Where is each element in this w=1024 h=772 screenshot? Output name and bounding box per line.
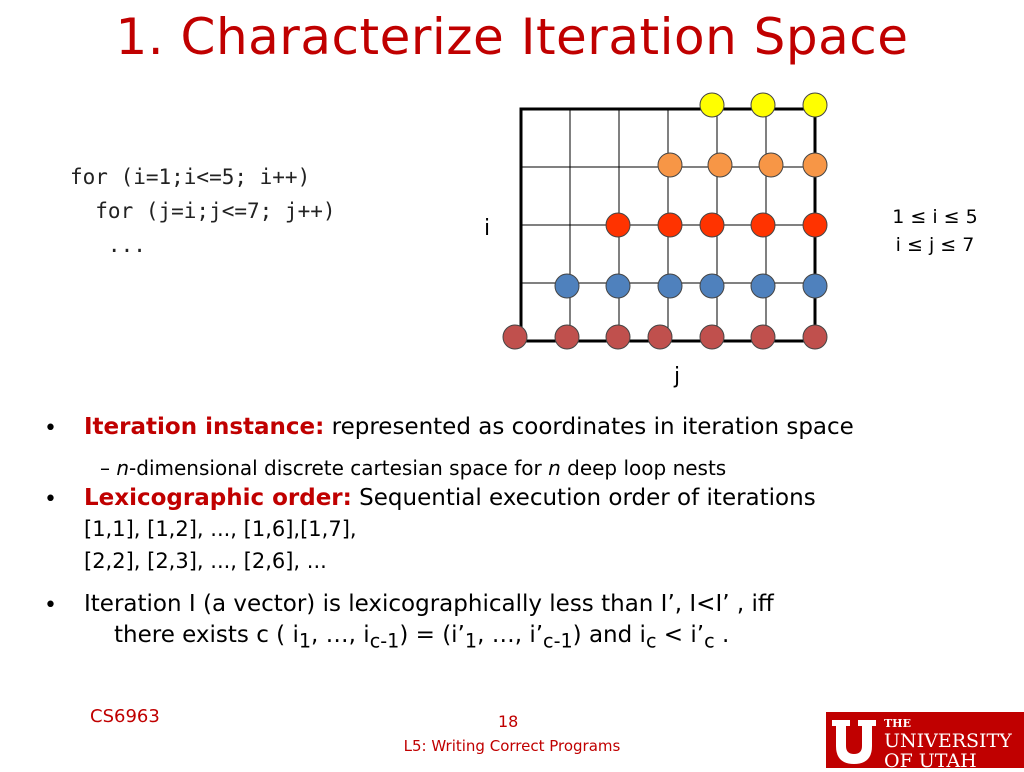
lecture-title: L5: Writing Correct Programs bbox=[403, 737, 621, 755]
code-line-1: for (i=1;i<=5; i++) bbox=[70, 165, 311, 189]
iteration-point bbox=[700, 325, 724, 349]
l2e: ) and i bbox=[572, 622, 646, 648]
iteration-point bbox=[708, 153, 732, 177]
l2-sub3: 1 bbox=[464, 629, 478, 653]
iteration-point bbox=[803, 93, 827, 117]
j-bounds: i ≤ j ≤ 7 bbox=[895, 234, 975, 256]
i-axis-label: i bbox=[484, 216, 491, 241]
l2-sub5: c bbox=[645, 629, 657, 653]
iteration-point bbox=[751, 93, 775, 117]
iteration-point bbox=[803, 153, 827, 177]
iteration-point bbox=[658, 213, 682, 237]
iteration-point bbox=[606, 274, 630, 298]
l2b: , …, i bbox=[311, 622, 370, 648]
iteration-point bbox=[803, 274, 827, 298]
sub-n2: n bbox=[548, 456, 561, 480]
logo-line-1: THE bbox=[884, 717, 911, 730]
j-axis-label: j bbox=[674, 364, 681, 389]
iteration-point bbox=[700, 213, 724, 237]
l2g: . bbox=[714, 622, 730, 648]
bullet-2-text: Sequential execution order of iterations bbox=[351, 485, 816, 511]
iteration-point bbox=[751, 325, 775, 349]
bullet-1-sub bbox=[100, 456, 726, 480]
iteration-point bbox=[606, 325, 630, 349]
l2f: < i’ bbox=[656, 622, 705, 648]
iteration-points bbox=[503, 93, 827, 349]
l2-sub2: c-1 bbox=[369, 629, 400, 653]
block-u-icon bbox=[826, 712, 882, 768]
iteration-point bbox=[751, 274, 775, 298]
iteration-point bbox=[759, 153, 783, 177]
slide-title: 1. Characterize Iteration Space bbox=[115, 8, 909, 66]
bullet-3-dot: • bbox=[44, 593, 57, 618]
code-line-2: for (j=i;j<=7; j++) bbox=[70, 199, 336, 223]
lexicographic-order-term: Lexicographic order: bbox=[84, 485, 352, 511]
sub-mid: -dimensional discrete cartesian space for bbox=[129, 456, 549, 480]
sub-dash: – bbox=[100, 456, 117, 480]
iteration-point bbox=[751, 213, 775, 237]
l2c: ) = (i’ bbox=[399, 622, 465, 648]
university-logo bbox=[826, 712, 1024, 772]
code-line-3: ... bbox=[70, 233, 146, 257]
page-number: 18 bbox=[498, 712, 519, 731]
iteration-point bbox=[606, 213, 630, 237]
logo-line-2: UNIVERSITY bbox=[884, 730, 1012, 752]
iteration-point bbox=[658, 153, 682, 177]
course-label: CS6963 bbox=[90, 706, 160, 727]
iteration-point bbox=[503, 325, 527, 349]
l2-sub1: 1 bbox=[298, 629, 312, 653]
iteration-point bbox=[555, 274, 579, 298]
iteration-point bbox=[803, 325, 827, 349]
bullet-2 bbox=[84, 485, 816, 511]
bullet-1 bbox=[84, 414, 854, 440]
sub-end: deep loop nests bbox=[560, 456, 727, 480]
iteration-instance-term: Iteration instance: bbox=[84, 414, 325, 440]
iteration-point bbox=[658, 274, 682, 298]
l2-sub6: c bbox=[704, 629, 715, 653]
i-bounds: 1 ≤ i ≤ 5 bbox=[892, 206, 978, 228]
logo-line-3: OF UTAH bbox=[884, 750, 977, 772]
bullet-2-line-2: [1,1], [1,2], ..., [1,6],[1,7], bbox=[84, 517, 357, 541]
bullet-3-line-2 bbox=[114, 622, 729, 653]
l2-sub4: c-1 bbox=[543, 629, 573, 653]
iteration-point bbox=[700, 93, 724, 117]
loop-bounds bbox=[880, 203, 990, 259]
iteration-point bbox=[648, 325, 672, 349]
bullet-1-text: represented as coordinates in iteration space bbox=[324, 414, 854, 440]
bullet-2-line-3: [2,2], [2,3], ..., [2,6], ... bbox=[84, 549, 327, 573]
bullet-1-dot: • bbox=[44, 416, 57, 441]
iteration-point bbox=[803, 213, 827, 237]
iteration-point bbox=[700, 274, 724, 298]
sub-n1: n bbox=[116, 456, 130, 480]
l2d: , …, i’ bbox=[477, 622, 544, 648]
l2a: there exists c ( i bbox=[114, 622, 299, 648]
bullet-2-dot: • bbox=[44, 487, 57, 512]
iteration-point bbox=[555, 325, 579, 349]
bullet-3-line-1: Iteration I (a vector) is lexicographically less than I’, I<I’ , iff bbox=[84, 591, 774, 617]
